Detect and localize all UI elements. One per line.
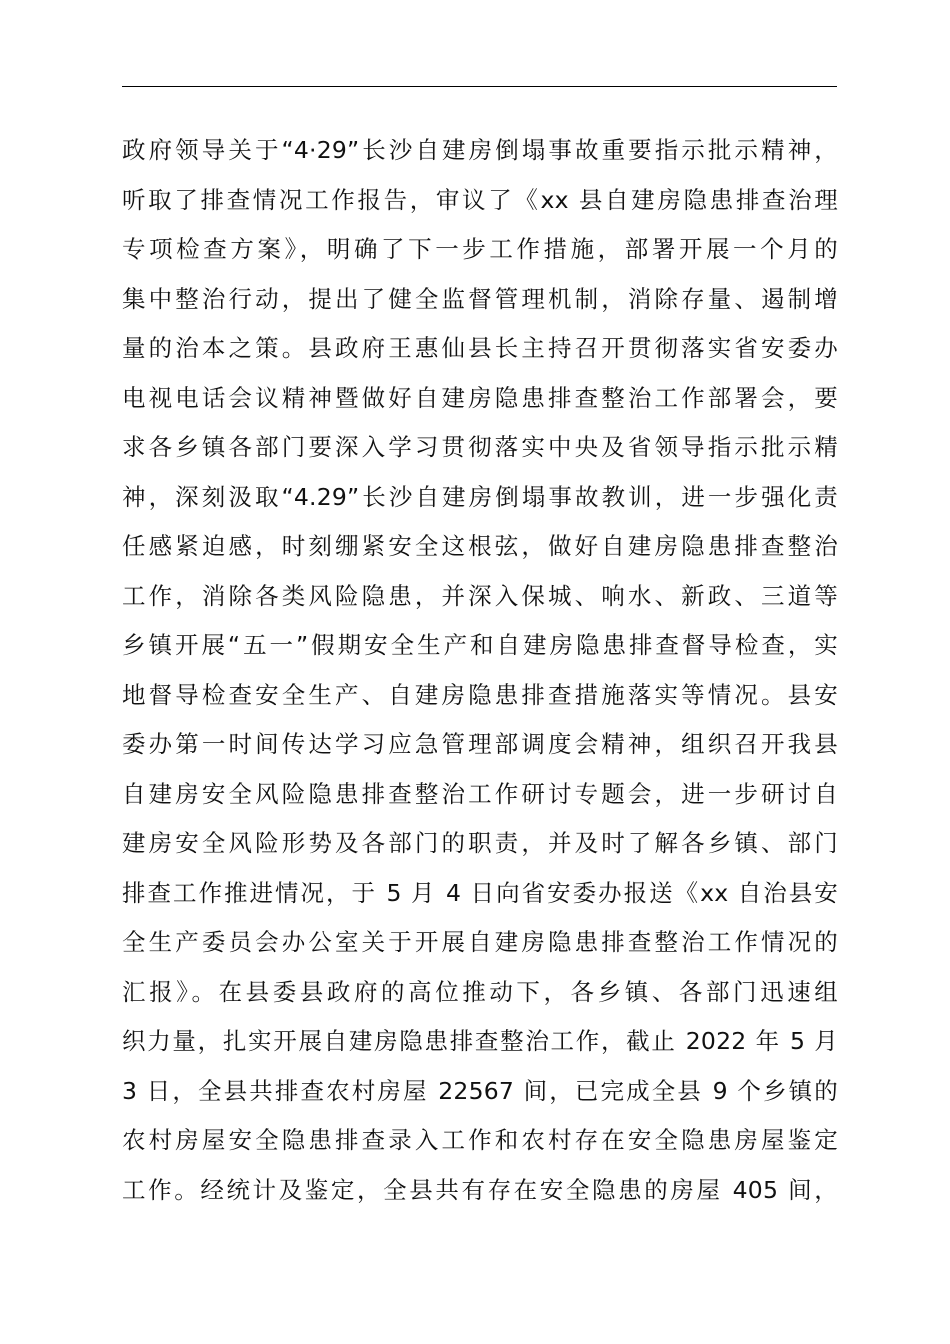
text-line: 排查工作推进情况，于 5 月 4 日向省安委办报送《xx 自治县安 <box>122 878 838 907</box>
text-line: 地督导检查安全生产、自建房隐患排查措施落实等情况。县安 <box>122 680 838 709</box>
text-line: 建房安全风险形势及各部门的职责，并及时了解各乡镇、部门 <box>122 829 838 857</box>
text-line: 专项检查方案》，明确了下一步工作措施，部署开展一个月的 <box>122 235 838 263</box>
text-line: 乡镇开展“五一”假期安全生产和自建房隐患排查督导检查，实 <box>122 631 838 659</box>
text-line: 任感紧迫感，时刻绷紧安全这根弦，做好自建房隐患排查整治 <box>122 532 838 560</box>
text-line: 全生产委员会办公室关于开展自建房隐患排查整治工作情况的 <box>122 928 838 956</box>
header-rule <box>122 86 837 87</box>
text-line: 求各乡镇各部门要深入学习贯彻落实中央及省领导指示批示精 <box>122 433 838 461</box>
text-line: 政府领导关于“4·29”长沙自建房倒塌事故重要指示批示精神， <box>122 136 838 164</box>
text-line: 自建房安全风险隐患排查整治工作研讨专题会，进一步研讨自 <box>122 779 838 808</box>
text-line: 量的治本之策。县政府王惠仙县长主持召开贯彻落实省安委办 <box>122 334 838 362</box>
text-line: 集中整治行动，提出了健全监督管理机制，消除存量、遏制增 <box>122 284 838 313</box>
text-line: 委办第一时间传达学习应急管理部调度会精神，组织召开我县 <box>122 730 838 758</box>
text-line: 织力量，扎实开展自建房隐患排查整治工作，截止 2022 年 5 月 <box>122 1027 838 1055</box>
text-line: 汇报》。在县委县政府的高位推动下，各乡镇、各部门迅速组 <box>122 977 838 1006</box>
body-paragraph <box>122 126 842 1215</box>
text-line: 农村房屋安全隐患排查录入工作和农村存在安全隐患房屋鉴定 <box>122 1126 838 1154</box>
text-line: 3 日，全县共排查农村房屋 22567 间，已完成全县 9 个乡镇的 <box>122 1076 838 1105</box>
text-line: 工作，消除各类风险隐患，并深入保城、响水、新政、三道等 <box>122 581 838 610</box>
text-line: 听取了排查情况工作报告，审议了《xx 县自建房隐患排查治理 <box>122 185 838 214</box>
text-line: 工作。经统计及鉴定，全县共有存在安全隐患的房屋 405 间， <box>122 1175 838 1204</box>
text-line: 神，深刻汲取“4.29”长沙自建房倒塌事故教训，进一步强化责 <box>122 482 838 511</box>
text-line: 电视电话会议精神暨做好自建房隐患排查整治工作部署会，要 <box>122 383 838 412</box>
